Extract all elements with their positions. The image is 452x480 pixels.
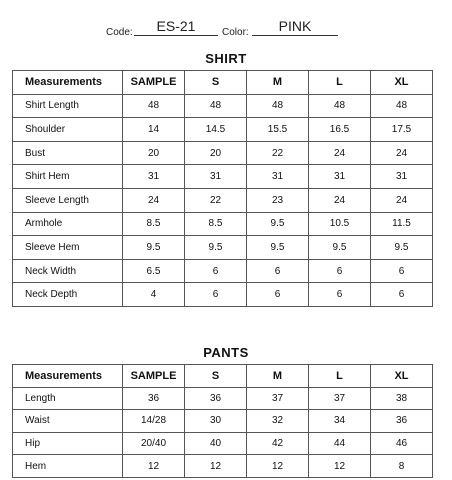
measurement-value-cell: 48 — [185, 94, 247, 118]
measurement-value-cell: 9.5 — [247, 236, 309, 260]
measurement-value-cell: 9.5 — [309, 236, 371, 260]
measurement-value-cell: 9.5 — [371, 236, 433, 260]
code-value: ES-21 — [156, 18, 196, 34]
measurement-value-cell: 6 — [309, 259, 371, 283]
column-header: Measurements — [13, 365, 123, 388]
column-header: SAMPLE — [123, 365, 185, 388]
table-row — [13, 236, 433, 260]
measurement-value-cell: 14.5 — [185, 118, 247, 142]
table-row — [13, 283, 433, 307]
shirt-measurement-table — [12, 70, 433, 307]
measurement-value-cell: 48 — [123, 94, 185, 118]
table-row — [13, 259, 433, 283]
header — [0, 18, 452, 40]
table-row — [13, 212, 433, 236]
table-row — [13, 165, 433, 189]
column-header: L — [309, 365, 371, 388]
measurement-name-cell: Waist — [13, 410, 123, 433]
measurement-value-cell: 24 — [309, 188, 371, 212]
measurement-value-cell: 12 — [247, 455, 309, 478]
measurement-value-cell: 6 — [185, 259, 247, 283]
measurement-value-cell: 38 — [371, 387, 433, 410]
measurement-value-cell: 16.5 — [309, 118, 371, 142]
column-header: Measurements — [13, 71, 123, 95]
measurement-value-cell: 10.5 — [309, 212, 371, 236]
column-header: XL — [371, 71, 433, 95]
measurement-value-cell: 24 — [371, 188, 433, 212]
measurement-value-cell: 40 — [185, 432, 247, 455]
color-underline — [252, 35, 338, 36]
measurement-value-cell: 37 — [309, 387, 371, 410]
measurement-value-cell: 20/40 — [123, 432, 185, 455]
measurement-value-cell: 6 — [247, 283, 309, 307]
measurement-name-cell: Armhole — [13, 212, 123, 236]
measurement-value-cell: 31 — [371, 165, 433, 189]
measurement-value-cell: 20 — [123, 141, 185, 165]
measurement-value-cell: 6.5 — [123, 259, 185, 283]
measurement-value-cell: 14 — [123, 118, 185, 142]
measurement-value-cell: 20 — [185, 141, 247, 165]
table-row — [13, 432, 433, 455]
measurement-value-cell: 24 — [309, 141, 371, 165]
measurement-name-cell: Sleeve Length — [13, 188, 123, 212]
color-value: PINK — [278, 18, 312, 34]
measurement-value-cell: 17.5 — [371, 118, 433, 142]
measurement-value-cell: 8.5 — [185, 212, 247, 236]
measurement-value-cell: 12 — [309, 455, 371, 478]
measurement-value-cell: 36 — [185, 387, 247, 410]
measurement-value-cell: 22 — [247, 141, 309, 165]
measurement-value-cell: 9.5 — [185, 236, 247, 260]
measurement-value-cell: 9.5 — [123, 236, 185, 260]
measurement-value-cell: 6 — [247, 259, 309, 283]
color-label: Color: — [222, 27, 249, 38]
measurement-value-cell: 24 — [123, 188, 185, 212]
code-underline — [134, 35, 218, 36]
measurement-value-cell: 44 — [309, 432, 371, 455]
column-header: M — [247, 71, 309, 95]
measurement-name-cell: Sleeve Hem — [13, 236, 123, 260]
measurement-value-cell: 12 — [123, 455, 185, 478]
measurement-name-cell: Bust — [13, 141, 123, 165]
measurement-value-cell: 22 — [185, 188, 247, 212]
table-row — [13, 118, 433, 142]
measurement-value-cell: 48 — [309, 94, 371, 118]
measurement-value-cell: 31 — [309, 165, 371, 189]
table-header-row — [13, 365, 433, 388]
measurement-name-cell: Hem — [13, 455, 123, 478]
pants-title: PANTS — [203, 345, 249, 360]
column-header: SAMPLE — [123, 71, 185, 95]
measurement-value-cell: 48 — [371, 94, 433, 118]
measurement-name-cell: Shoulder — [13, 118, 123, 142]
measurement-value-cell: 9.5 — [247, 212, 309, 236]
measurement-value-cell: 37 — [247, 387, 309, 410]
measurement-value-cell: 30 — [185, 410, 247, 433]
column-header: XL — [371, 365, 433, 388]
measurement-value-cell: 36 — [123, 387, 185, 410]
measurement-value-cell: 34 — [309, 410, 371, 433]
measurement-value-cell: 6 — [185, 283, 247, 307]
table-row — [13, 94, 433, 118]
column-header: S — [185, 365, 247, 388]
pants-measurement-table — [12, 364, 433, 478]
table-header-row — [13, 71, 433, 95]
measurement-value-cell: 32 — [247, 410, 309, 433]
measurement-value-cell: 48 — [247, 94, 309, 118]
code-label: Code: — [106, 27, 133, 38]
measurement-value-cell: 6 — [371, 259, 433, 283]
measurement-value-cell: 15.5 — [247, 118, 309, 142]
measurement-value-cell: 31 — [185, 165, 247, 189]
table-row — [13, 188, 433, 212]
measurement-value-cell: 31 — [123, 165, 185, 189]
measurement-value-cell: 23 — [247, 188, 309, 212]
table-row — [13, 455, 433, 478]
shirt-title: SHIRT — [205, 51, 247, 66]
measurement-value-cell: 11.5 — [371, 212, 433, 236]
measurement-value-cell: 6 — [309, 283, 371, 307]
measurement-name-cell: Shirt Hem — [13, 165, 123, 189]
measurement-name-cell: Hip — [13, 432, 123, 455]
measurement-value-cell: 8.5 — [123, 212, 185, 236]
table-row — [13, 410, 433, 433]
measurement-value-cell: 6 — [371, 283, 433, 307]
measurement-value-cell: 8 — [371, 455, 433, 478]
measurement-value-cell: 4 — [123, 283, 185, 307]
measurement-value-cell: 31 — [247, 165, 309, 189]
measurement-value-cell: 46 — [371, 432, 433, 455]
column-header: S — [185, 71, 247, 95]
measurement-value-cell: 24 — [371, 141, 433, 165]
measurement-value-cell: 42 — [247, 432, 309, 455]
column-header: L — [309, 71, 371, 95]
column-header: M — [247, 365, 309, 388]
measurement-value-cell: 14/28 — [123, 410, 185, 433]
table-row — [13, 387, 433, 410]
measurement-name-cell: Length — [13, 387, 123, 410]
measurement-value-cell: 12 — [185, 455, 247, 478]
measurement-name-cell: Neck Width — [13, 259, 123, 283]
measurement-name-cell: Neck Depth — [13, 283, 123, 307]
measurement-name-cell: Shirt Length — [13, 94, 123, 118]
table-row — [13, 141, 433, 165]
measurement-value-cell: 36 — [371, 410, 433, 433]
